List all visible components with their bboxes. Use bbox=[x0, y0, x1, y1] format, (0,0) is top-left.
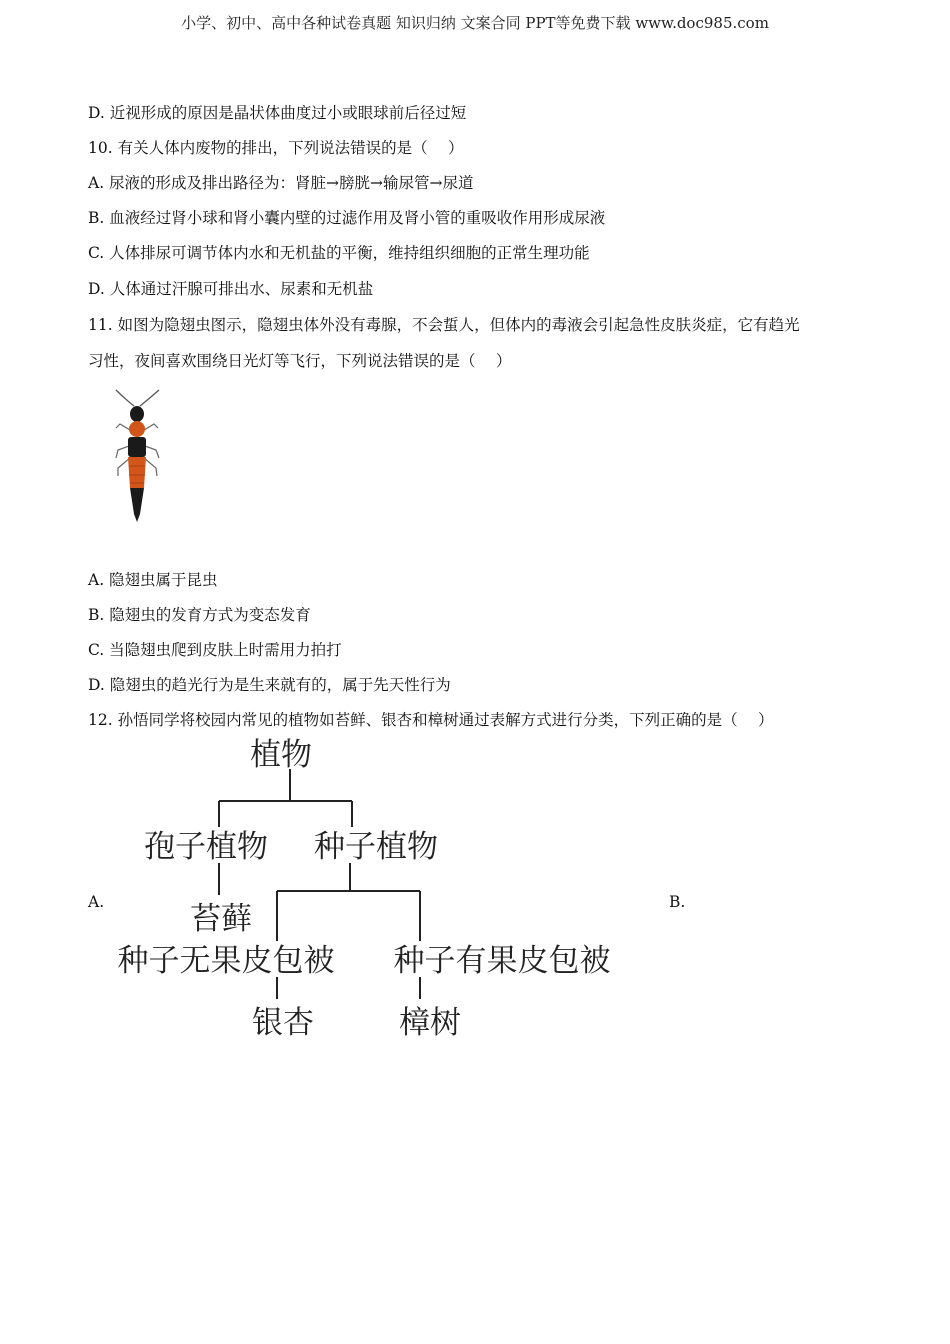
q10-option-b: B. 血液经过肾小球和肾小囊内壁的过滤作用及肾小管的重吸收作用形成尿液 bbox=[88, 209, 606, 227]
tree-seed-plants: 种子植物 bbox=[314, 829, 438, 865]
q12-option-b-label: B. bbox=[669, 893, 686, 911]
q11-option-a: A. 隐翅虫属于昆虫 bbox=[88, 571, 218, 589]
q10-option-a: A. 尿液的形成及排出路径为：肾脏→膀胱→输尿管→尿道 bbox=[88, 174, 474, 192]
q10-option-d: D. 人体通过汗腺可排出水、尿素和无机盐 bbox=[88, 280, 374, 298]
q10-option-c: C. 人体排尿可调节体内水和无机盐的平衡，维持组织细胞的正常生理功能 bbox=[88, 244, 590, 262]
classification-tree-diagram bbox=[100, 735, 640, 1045]
q11-option-d: D. 隐翅虫的趋光行为是生来就有的，属于先天性行为 bbox=[88, 676, 451, 694]
q11-option-c: C. 当隐翅虫爬到皮肤上时需用力拍打 bbox=[88, 641, 342, 659]
rove-beetle-image bbox=[106, 388, 168, 528]
tree-moss: 苔藓 bbox=[190, 901, 252, 937]
q12-stem: 12. 孙悟同学将校园内常见的植物如苔鲜、银杏和樟树通过表解方式进行分类，下列正确的是（ ） bbox=[88, 711, 774, 729]
q11-stem-line1: 11. 如图为隐翅虫图示，隐翅虫体外没有毒腺，不会蜇人，但体内的毒液会引起急性皮肤炎症，它有趋光 bbox=[88, 316, 800, 334]
tree-root: 植物 bbox=[250, 737, 312, 773]
q11-option-b: B. 隐翅虫的发育方式为变态发育 bbox=[88, 606, 311, 624]
tree-ginkgo: 银杏 bbox=[252, 1005, 314, 1041]
tree-camphor: 樟树 bbox=[399, 1005, 461, 1041]
q10-stem: 10. 有关人体内废物的排出，下列说法错误的是（ ） bbox=[88, 139, 464, 157]
q12-option-a-label: A. bbox=[88, 893, 105, 911]
tree-angiosperm: 种子有果皮包被 bbox=[393, 943, 611, 979]
page-header: 小学、初中、高中各种试卷真题 知识归纳 文案合同 PPT等免费下载 www.doc985.com bbox=[181, 14, 769, 32]
tree-spore-plants: 孢子植物 bbox=[144, 829, 268, 865]
q11-stem-line2: 习性，夜间喜欢围绕日光灯等飞行，下列说法错误的是（ ） bbox=[88, 352, 512, 370]
q9-option-d: D. 近视形成的原因是晶状体曲度过小或眼球前后径过短 bbox=[88, 104, 467, 122]
tree-gymnosperm: 种子无果皮包被 bbox=[117, 943, 335, 979]
